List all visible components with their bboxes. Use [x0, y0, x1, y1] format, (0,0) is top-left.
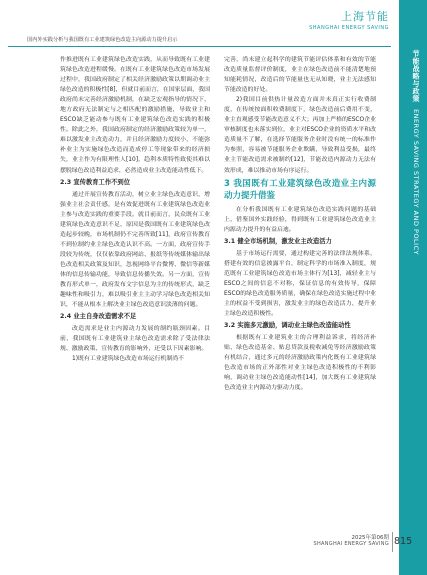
subsection-heading: 2.3 宣传教育工作不到位 — [60, 178, 131, 186]
body-paragraph: 1)既有工业建筑绿色改造市场运行机制尚不 — [72, 356, 185, 363]
body-paragraph: 根据既有工业建筑业主的合理利益诉求，将经济补贴、绿色改造基金、贴息贷款及税收减免等经济激励政策有机结合，通过多元的经济激励政策内化既有工业建筑绿色改造市场的正外部性对业主绿色改造积极性的不利影响，调动业主绿色改造能动性[14]，加大既有工业建筑绿色改造业主内源动力驱动力度。 — [224, 335, 376, 392]
journal-name-en: SHANGHAI ENERGY SAVING — [309, 25, 389, 31]
section-heading: 3 我国既有工业建筑绿色改造业主内源动力提升借鉴 — [224, 178, 376, 201]
issue-label: 2025年第06期 — [351, 535, 389, 541]
section-side-label — [411, 50, 421, 255]
body-paragraph: 基于市场运行需要，通过构建完善的法律法规体系，搭建有效的信息披露平台，制定科学的市场准入制度，规范既有工业建筑绿色改造市场主体行为[13]，减轻业主与ESCO之间的信息不对称，保证信息的有效传导，保障ESCO的绿色改造服务质量，确保在绿色改造实施过程中业主的权益不受到损害，激发业主的绿色改造活力，提升业主绿色改造积极性。 — [224, 250, 376, 318]
body-paragraph: 2)我国目前供热计量改造方面并未真正实行收费制度，在传统按面积收费制度下，绿色改造前后费用不变，业主直观感受节能改造意义不大；再加上严格的ESCO企业审核制度也未落实到位，业主对ESCO企业的资质水平和改造质量不了解，在选择节能服务企业时没有统一的标准作为参照，容易被节能服务企业欺瞒，导致利益受损，最终业主节能改造需求被制约[12]，节能改造内源动力无法有效形成，难以推动市场有序运行。 — [224, 97, 376, 174]
running-title: 国内外实践分析与我国既有工业建筑绿色改造主向源动力提升启示 — [27, 37, 178, 43]
journal-brand — [309, 8, 389, 31]
body-paragraph: 改造需求是业主内源动力发展的制约瓶颈因素。目前，我国既有工业建筑业主绿色改造需求除了受法律法规、激励政策、宣传教育的影响外，还受以下因素影响。 — [60, 326, 210, 353]
journal-name-cn: 上海节能 — [341, 10, 389, 23]
section-side-band — [399, 0, 427, 575]
body-paragraph: 在分析我国既有工业建筑绿色改造实践问题的基础上，借鉴国外实践经验，得到既有工业建筑绿色改造业主内源动力提升的有益启迪。 — [224, 206, 376, 233]
section-name-cn: 节能战略与政策 — [412, 50, 420, 103]
footer-divider — [392, 532, 393, 552]
subsection-heading: 3.1 健全市场机制，激发业主改造活力 — [224, 237, 332, 245]
subsection-heading: 2.4 业主自身改造需求不足 — [60, 313, 137, 321]
right-column — [224, 55, 376, 393]
body-paragraph: 通过开展宣传教育活动，树立业主绿色改造意识，增强业主社会责任感，是有效促进既有工业建筑绿色改造业主参与改造实践的重要手段。就目前而言，民众既有工业建筑绿色改造意识不足，原因是我国既有工业建筑绿色改造起步较晚，市场机制仍不完善所致[11]，政府宣传教育不到位制约业主绿色改造认识不高。一方面，政府宣传手段较为传统，仅仅依靠政府网站、报纸等传统媒体输出绿色改造相关政策及知识，忽视网络平台微博、微信等新媒体的信息传输功能，导致信息传播失效。另一方面，宣传教育形式单一，政府发布文字信息为主的传统形式，缺乏趣味性和吸引力，难以吸引业主主动学习绿色改造相关知识，不能从根本上解决业主绿色改造意识淡薄的问题。 — [60, 191, 210, 309]
body-paragraph: 作推进既有工业建筑绿色改造实践，从而导致既有工业建筑绿色改造进程缓慢。在既有工业建筑绿色改造市场发展过程中，我国政府制定了相关经济激励政策以期调动业主绿色改造的积极性[8]，但就目前而言，在国家层面，我国政府尚未完善经济激励机制，在缺乏宏观指导的情况下，地方政府无法制定与之相匹配的激励措施，导致业主和ESCO缺乏能动参与既有工业建筑绿色改造实践的积极性。除此之外，我国政府制定的经济激励政策较为单一，难以激发业主改造动力，并且经济激励力度较小，不能弥补业主为实施绿色改造而造成停工等现象带来的经济损失，业主作为有限理性人[10]，趋利本质特性致使其难以摆脱绿色改造利益追求，必然造成业主改造能动性低下。 — [60, 57, 210, 174]
header-divider — [8, 46, 391, 47]
page-number: 815 — [394, 536, 413, 547]
left-column — [60, 55, 210, 364]
section-name-en: ENERGY SAVING STRATEGY AND POLICY — [412, 109, 420, 255]
page-footer — [314, 533, 390, 547]
footer-journal-name: SHANGHAI ENERGY SAVING — [313, 541, 389, 547]
body-paragraph: 完善，尚未建立起科学的建筑节能评估体系和有效的节能改造质量监督评价制度，业主在绿色改造前不能清楚地预知能耗情况，改造后的节能量也无从知晓，业主无法感知节能改造的好处。 — [224, 57, 376, 94]
subsection-heading: 3.2 实施多元激励，调动业主绿色改造能动性 — [224, 322, 351, 330]
